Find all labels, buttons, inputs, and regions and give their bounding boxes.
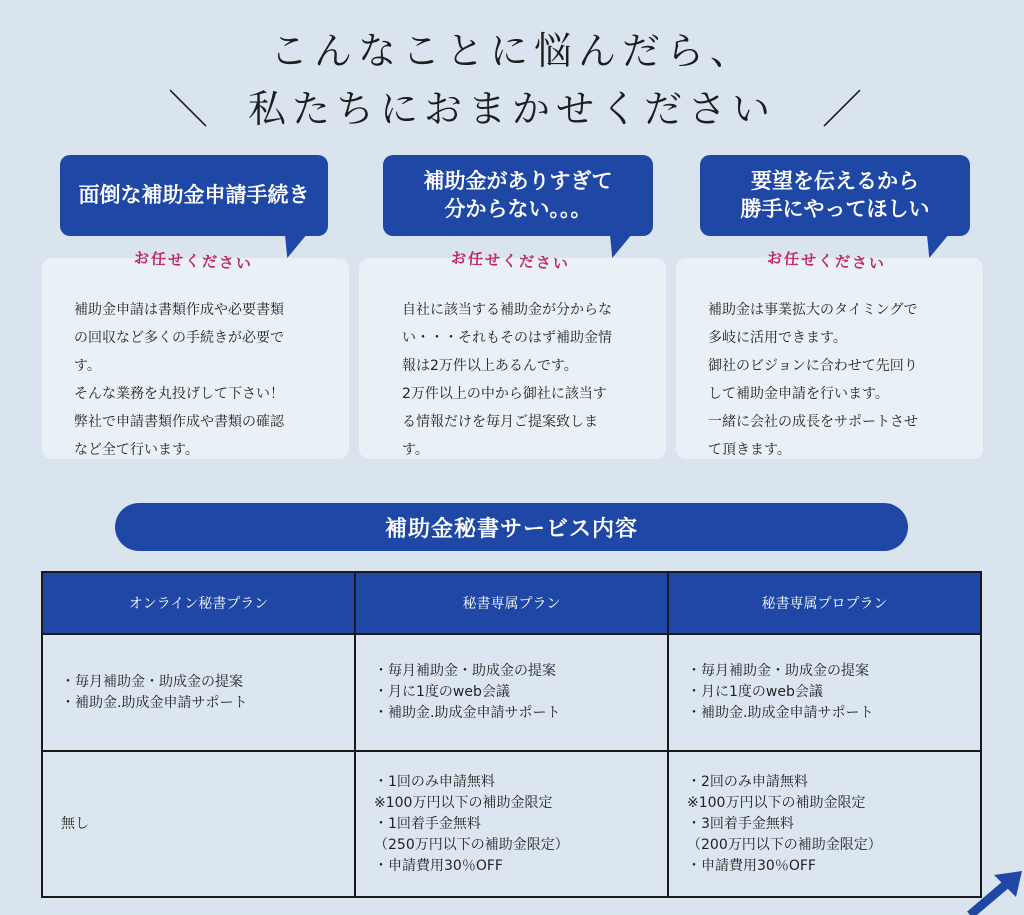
table-row [42,634,981,751]
table-cell: ・毎月補助金・助成金の提案 ・月に1度のweb会議 ・補助金.助成金申請サポート [668,634,981,751]
slash-right-decoration: ／ [822,87,862,133]
plans-header-row [42,572,981,634]
plan-header-dedicated-pro: 秘書専属プロプラン [668,572,981,634]
concern-card-3-text: 補助金は事業拡大のタイミングで 多岐に活用できます。 御社のビジョンに合わせて先回り して補助金申請を行います。 一緒に会社の成長をサポートさせ て頂きます。 [708,302,918,458]
headline-line1: こんなことに悩んだら、 [269,29,754,73]
plans-table [41,571,982,898]
omakase-tag-1: お任せください [133,248,254,274]
arrow-up-right-icon [960,871,1024,915]
concern-bubble-1 [60,155,328,236]
plan-header-dedicated: 秘書専属プラン [355,572,668,634]
table-cell: ・毎月補助金・助成金の提案 ・補助金.助成金申請サポート [42,634,355,751]
headline-line2: 私たちにおまかせください [247,87,776,131]
table-cell: ・毎月補助金・助成金の提案 ・月に1度のweb会議 ・補助金.助成金申請サポート [355,634,668,751]
omakase-tag-3: お任せください [766,248,887,274]
concern-bubble-2-text: 補助金がありすぎて 分からない。。。 [423,169,613,221]
concern-bubble-1-text: 面倒な補助金申請手続き [78,182,310,207]
table-cell: ・2回のみ申請無料 ※100万円以下の補助金限定 ・3回着手金無料 （200万円以下の補助金限定） ・申請費用30％OFF [668,751,981,897]
section-title: 補助金秘書サービス内容 [384,516,638,542]
concern-bubble-3 [700,155,970,236]
table-row [42,751,981,897]
omakase-tag-2: お任せください [450,248,571,274]
concern-bubble-2 [383,155,653,236]
section-title-banner [115,503,908,551]
table-cell: ・1回のみ申請無料 ※100万円以下の補助金限定 ・1回着手金無料 （250万円以下の補助金限定） ・申請費用30％OFF [355,751,668,897]
plan-header-online: オンライン秘書プラン [42,572,355,634]
table-cell: 無し [42,751,355,897]
concern-card-1-text: 補助金申請は書類作成や必要書類 の回収など多くの手続きが必要で す。 そんな業務を丸投げして下さい！ 弊社で申請書類作成や書類の確認 など全て行います。 [74,302,284,458]
slash-left-decoration: ＼ [168,87,208,133]
concern-card-2-text: 自社に該当する補助金が分からな い・・・それもそのはず補助金情 報は2万件以上あるんです。 2万件以上の中から御社に該当す る情報だけを毎月ご提案致しま す。 [402,302,612,458]
concern-bubble-3-text: 要望を伝えるから 勝手にやってほしい [740,169,930,221]
